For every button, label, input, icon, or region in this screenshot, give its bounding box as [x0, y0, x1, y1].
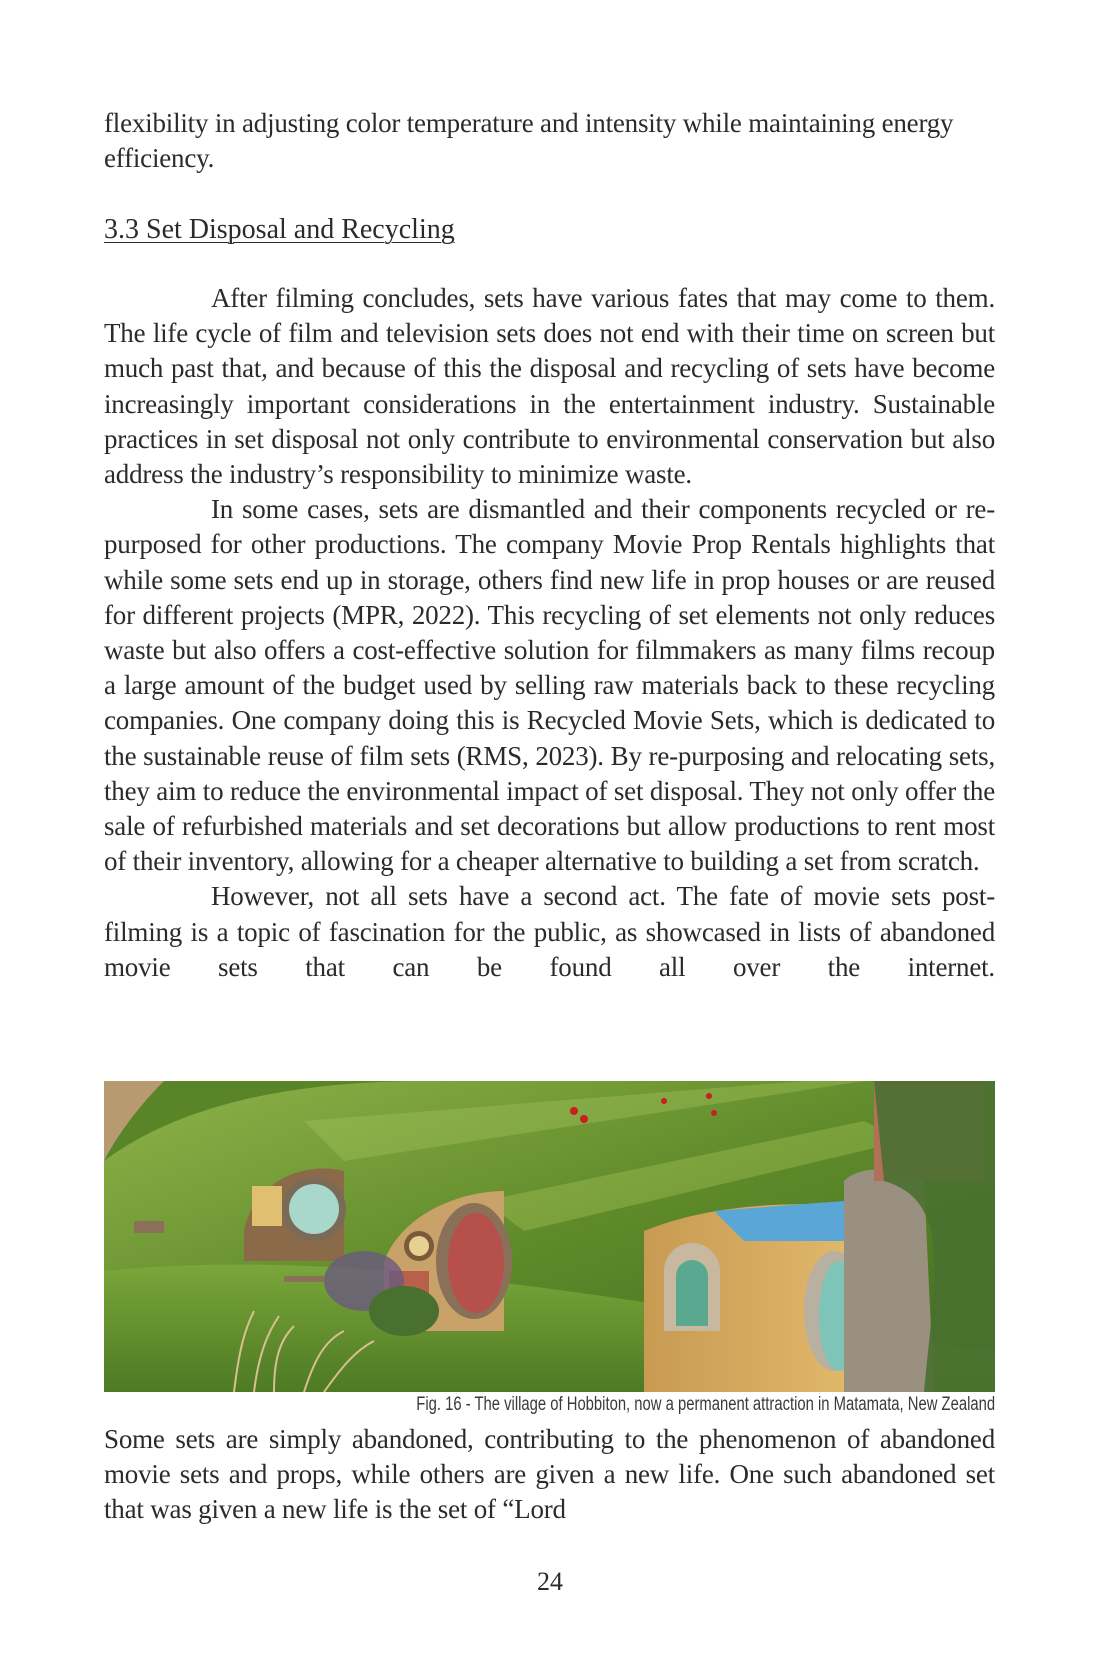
section-heading: 3.3 Set Disposal and Recycling: [104, 214, 455, 245]
page-number: 24: [537, 1567, 563, 1596]
paragraph-3: However, not all sets have a second act. The fate of movie sets post-filming is a topic of fascination for the public, as showcased in lists of abandoned movie sets that can be found all over the internet.: [104, 881, 995, 982]
paragraph-1: After filming concludes, sets have various fates that may come to them. The life cycle of film and television sets does not end with their time on screen but much past that, and because of this the disposal and recycling of sets have become increasingly important considerations in the entertainment industry. Sustainable practices in set disposal not only contribute to environmental conservation but also address the industry’s responsibility to minimize waste.: [104, 283, 995, 490]
paragraph-4: Some sets are simply abandoned, contributing to the phenomenon of abandoned movie sets and props, while others are given a new life. One such abandoned set that was given a new life is the set of “Lord: [104, 1424, 995, 1525]
section-body: [104, 281, 995, 985]
hobbit-hole-3: [644, 1201, 864, 1392]
figure-caption: Fig. 16 - The village of Hobbiton, now a permanent attraction in Matamata, New Zealand: [416, 1394, 995, 1415]
figure-hobbiton-photo: [104, 1081, 995, 1392]
hobbiton-photo: [104, 1081, 995, 1392]
paragraph-2: In some cases, sets are dismantled and their components recycled or re-purposed for other productions. The company Movie Prop Rentals highlights that while some sets end up in storage, others find new life in prop houses or are reused for different projects (MPR, 2022). This recycling of set elements not only reduces waste but also offers a cost-effective solution for filmmakers as many films recoup a large amount of the budget used by selling raw materials back to these recycling companies. One company doing this is Recycled Movie Sets, which is dedicated to the sustainable reuse of film sets (RMS, 2023). By re-purposing and relocating sets, they aim to reduce the environmental impact of set disposal. They not only offer the sale of refurbished materials and set decorations but allow productions to rent most of their inventory, allowing for a cheaper alternative to building a set from scratch.: [104, 494, 995, 877]
continuation-body: [104, 1422, 995, 1528]
intro-paragraph-end: [104, 106, 995, 176]
paragraph-text: flexibility in adjusting color temperature and intensity while maintaining energy efficiency.: [104, 108, 954, 174]
